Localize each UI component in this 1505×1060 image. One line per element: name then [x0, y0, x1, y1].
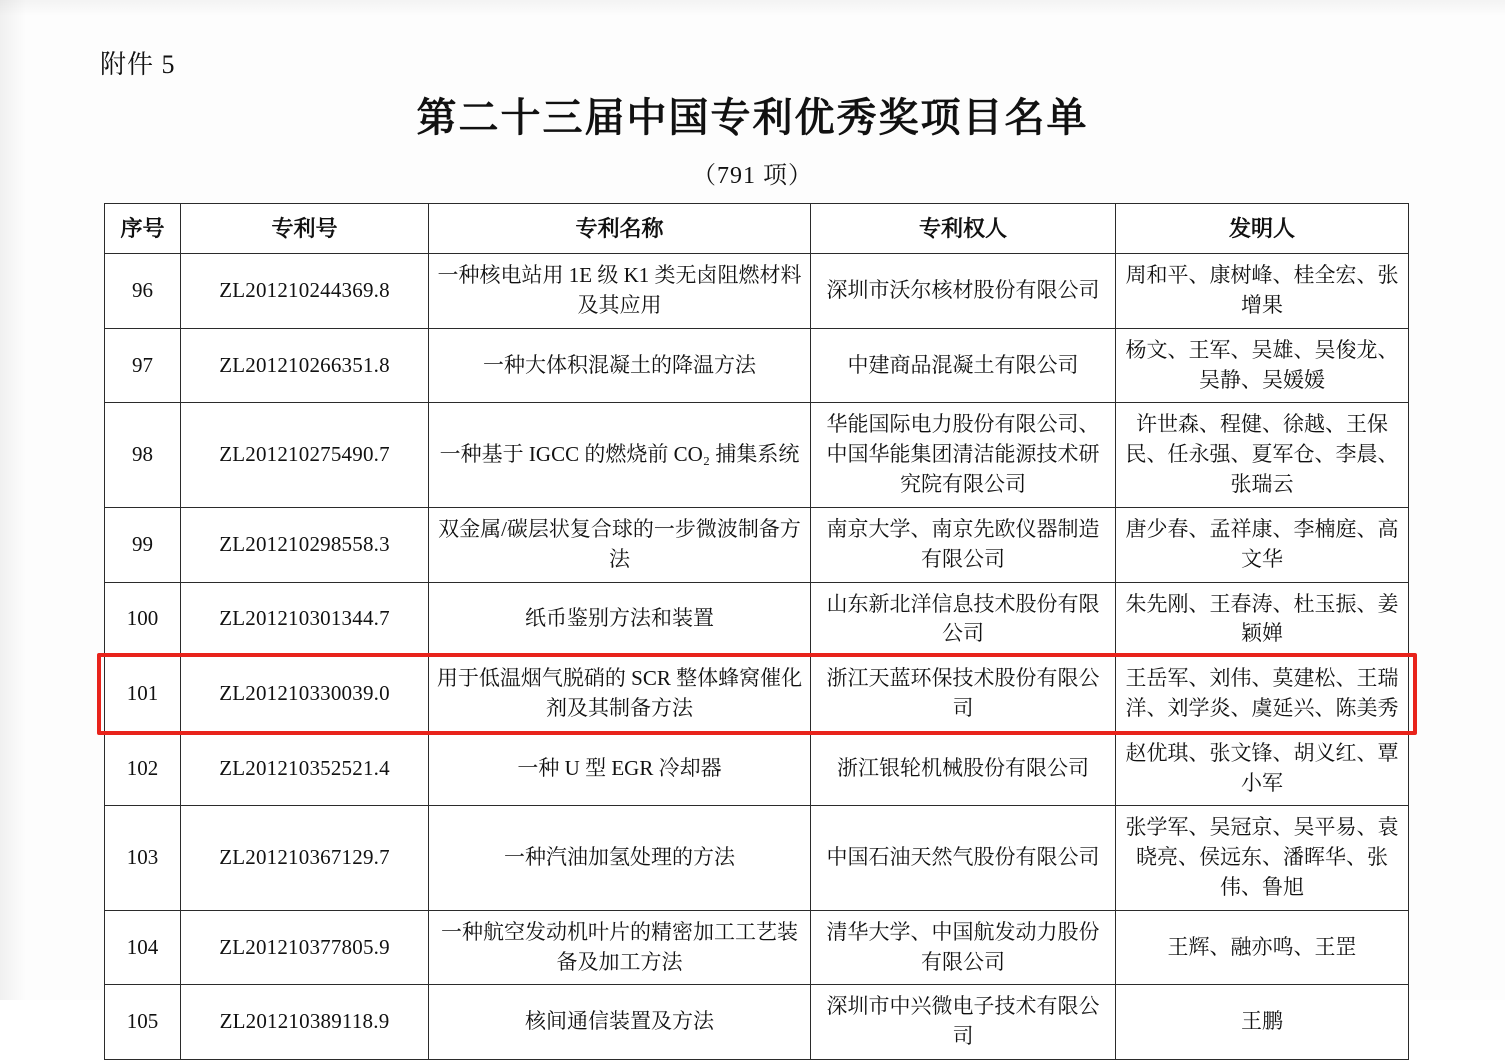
table-row [105, 403, 1409, 507]
cell-patent-id: ZL201210389118.9 [181, 985, 429, 1060]
cell-patent-name: 一种核电站用 1E 级 K1 类无卤阻燃材料及其应用 [429, 254, 811, 329]
cell-owner: 山东新北洋信息技术股份有限公司 [811, 582, 1116, 657]
cell-owner: 华能国际电力股份有限公司、中国华能集团清洁能源技术研究院有限公司 [811, 403, 1116, 507]
cell-inventors: 许世森、程健、徐越、王保民、任永强、夏军仓、李晨、张瑞云 [1116, 403, 1409, 507]
cell-owner: 中国石油天然气股份有限公司 [811, 806, 1116, 910]
cell-patent-name: 一种 U 型 EGR 冷却器 [429, 731, 811, 806]
table-header-row [105, 204, 1409, 254]
cell-inventors: 朱先刚、王春涛、杜玉振、姜颖婵 [1116, 582, 1409, 657]
cell-no: 98 [105, 403, 181, 507]
cell-patent-id: ZL201210244369.8 [181, 254, 429, 329]
cell-patent-id: ZL201210301344.7 [181, 582, 429, 657]
cell-inventors: 张学军、吴冠京、吴平易、袁晓亮、侯远东、潘晖华、张伟、鲁旭 [1116, 806, 1409, 910]
cell-patent-id: ZL201210377805.9 [181, 910, 429, 985]
table-row [105, 254, 1409, 329]
cell-patent-id: ZL201210275490.7 [181, 403, 429, 507]
column-header-patent-id: 专利号 [181, 204, 429, 254]
table-row [105, 582, 1409, 657]
cell-inventors: 王鹏 [1116, 985, 1409, 1060]
cell-patent-id: ZL201210367129.7 [181, 806, 429, 910]
cell-inventors: 周和平、康树峰、桂全宏、张增果 [1116, 254, 1409, 329]
cell-no: 103 [105, 806, 181, 910]
table-row [105, 328, 1409, 403]
cell-owner: 浙江银轮机械股份有限公司 [811, 731, 1116, 806]
cell-patent-id: ZL201210330039.0 [181, 657, 429, 732]
cell-no: 104 [105, 910, 181, 985]
cell-patent-id: ZL201210352521.4 [181, 731, 429, 806]
cell-inventors: 杨文、王军、吴雄、吴俊龙、吴静、吴媛媛 [1116, 328, 1409, 403]
cell-owner: 中建商品混凝土有限公司 [811, 328, 1116, 403]
cell-patent-name: 一种航空发动机叶片的精密加工工艺装备及加工方法 [429, 910, 811, 985]
cell-inventors: 赵优琪、张文锋、胡义红、覃小军 [1116, 731, 1409, 806]
column-header-inventors: 发明人 [1116, 204, 1409, 254]
cell-inventors: 王辉、融亦鸣、王罡 [1116, 910, 1409, 985]
cell-patent-id: ZL201210298558.3 [181, 507, 429, 582]
scan-edge-shadow-left [0, 0, 26, 1000]
table-row [105, 910, 1409, 985]
patent-list-table-container [104, 203, 1408, 1060]
scan-edge-shadow-top [0, 0, 1505, 16]
patent-list-table [104, 203, 1409, 1060]
cell-inventors: 王岳军、刘伟、莫建松、王瑞洋、刘学炎、虞延兴、陈美秀 [1116, 657, 1409, 732]
cell-owner: 南京大学、南京先欧仪器制造有限公司 [811, 507, 1116, 582]
table-row [105, 657, 1409, 732]
cell-no: 97 [105, 328, 181, 403]
cell-no: 96 [105, 254, 181, 329]
cell-patent-name: 一种汽油加氢处理的方法 [429, 806, 811, 910]
cell-no: 105 [105, 985, 181, 1060]
cell-patent-name: 核间通信装置及方法 [429, 985, 811, 1060]
cell-owner: 深圳市中兴微电子技术有限公司 [811, 985, 1116, 1060]
cell-owner: 浙江天蓝环保技术股份有限公司 [811, 657, 1116, 732]
table-row [105, 507, 1409, 582]
cell-no: 102 [105, 731, 181, 806]
table-body [105, 254, 1409, 1060]
cell-patent-name: 双金属/碳层状复合球的一步微波制备方法 [429, 507, 811, 582]
cell-owner: 清华大学、中国航发动力股份有限公司 [811, 910, 1116, 985]
table-row [105, 731, 1409, 806]
cell-no: 100 [105, 582, 181, 657]
cell-no: 99 [105, 507, 181, 582]
cell-no: 101 [105, 657, 181, 732]
page-subtitle: （791 项） [692, 163, 813, 189]
cell-patent-name: 纸币鉴别方法和装置 [429, 582, 811, 657]
cell-patent-name: 一种基于 IGCC 的燃烧前 CO₂ 捕集系统 [429, 403, 811, 507]
attachment-label: 附件 5 [100, 50, 176, 79]
cell-patent-name: 用于低温烟气脱硝的 SCR 整体蜂窝催化剂及其制备方法 [429, 657, 811, 732]
column-header-patent-name: 专利名称 [429, 204, 811, 254]
column-header-no: 序号 [105, 204, 181, 254]
table-row [105, 985, 1409, 1060]
cell-inventors: 唐少春、孟祥康、李楠庭、高文华 [1116, 507, 1409, 582]
page-title: 第二十三届中国专利优秀奖项目名单 [416, 95, 1089, 140]
cell-owner: 深圳市沃尔核材股份有限公司 [811, 254, 1116, 329]
cell-patent-id: ZL201210266351.8 [181, 328, 429, 403]
column-header-owner: 专利权人 [811, 204, 1116, 254]
cell-patent-name: 一种大体积混凝土的降温方法 [429, 328, 811, 403]
table-row [105, 806, 1409, 910]
